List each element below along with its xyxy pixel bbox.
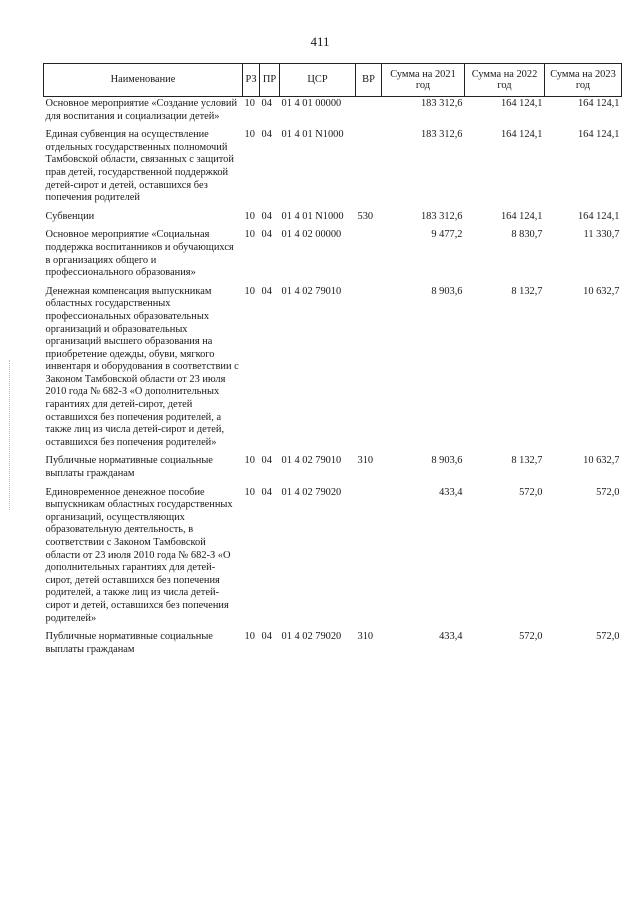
row-vr	[356, 285, 382, 455]
row-csr: 01 4 02 79020	[281, 631, 342, 643]
row-csr: 01 4 01 00000	[281, 98, 342, 109]
row-sum-2023: 164 124,1	[577, 129, 620, 141]
row-vr	[356, 128, 382, 210]
row-sum-2021: 9 477,2	[431, 229, 463, 241]
header-name: Наименование	[44, 64, 243, 97]
row-sum-2022: 8 132,7	[511, 455, 543, 467]
row-sum-2021: 433,4	[439, 486, 463, 498]
table-row	[44, 128, 622, 210]
row-pr: 04	[261, 229, 272, 241]
row-name: Единовременное денежное пособие выпускникам областных государственных организаций, осуществляющих образовательную деятельность, в соответствии с Законом Тамбовской области от 23 июля 2010 года № 682-З «О дополнительных гарантиях для детей-сирот, детей оставшихся без попечения родителей, а также лиц из числа детей-сирот и детей, оставшихся без попечения родителей»	[45, 486, 233, 624]
row-name: Денежная компенсация выпускникам областных государственных профессиональных образовательных организаций и образовательных организаций высшего образования на приобретение одежды, обуви, мягкого инвентаря и оборудования в соответствии с Законом Тамбовской области от 23 июля 2010 года № 682-З «О дополнительных гарантиях для детей-сирот, детей оставшихся без попечения родителей, а также лиц из числа детей-сирот и детей, оставшихся без попечения родителей»	[45, 285, 239, 448]
row-vr: 310	[357, 455, 374, 467]
table-row	[44, 210, 622, 229]
row-sum-2021: 183 312,6	[420, 129, 463, 141]
row-rz: 10	[244, 455, 255, 467]
header-pr: ПР	[260, 64, 280, 97]
table-row	[44, 454, 622, 485]
row-sum-2022: 572,0	[519, 631, 543, 643]
row-name: Публичные нормативные социальные выплаты гражданам	[45, 455, 213, 480]
row-name: Основное мероприятие «Создание условий для воспитания и социализации детей»	[45, 98, 238, 122]
row-name: Субвенции	[45, 210, 95, 222]
row-pr: 04	[261, 486, 272, 498]
row-rz: 10	[244, 631, 255, 643]
header-vr: ВР	[356, 64, 382, 97]
row-sum-2023: 572,0	[596, 486, 620, 498]
row-csr: 01 4 01 N1000	[281, 129, 344, 141]
row-pr: 04	[261, 631, 272, 643]
row-name: Публичные нормативные социальные выплаты гражданам	[45, 631, 213, 655]
row-sum-2023: 10 632,7	[583, 455, 620, 467]
budget-table	[43, 63, 622, 661]
header-csr: ЦСР	[280, 64, 356, 97]
row-vr	[356, 97, 382, 129]
row-sum-2023: 572,0	[596, 631, 620, 643]
page-number: 411	[310, 34, 330, 49]
row-pr: 04	[261, 129, 272, 141]
row-rz: 10	[244, 129, 255, 141]
binding-margin-mark	[9, 360, 12, 510]
table-row	[44, 285, 622, 455]
row-rz: 10	[244, 285, 255, 297]
row-pr: 04	[261, 455, 272, 467]
row-sum-2021: 8 903,6	[431, 455, 463, 467]
row-csr: 01 4 02 79010	[281, 455, 342, 467]
row-sum-2022: 164 124,1	[500, 98, 543, 109]
row-sum-2023: 10 632,7	[583, 285, 620, 297]
row-vr: 530	[357, 210, 374, 222]
table-row	[44, 228, 622, 284]
header-sum-2022: Сумма на 2022 год	[465, 64, 545, 97]
row-sum-2023: 164 124,1	[577, 210, 620, 222]
row-rz: 10	[244, 98, 255, 109]
header-sum-2021: Сумма на 2021 год	[382, 64, 465, 97]
row-csr: 01 4 02 79020	[281, 486, 342, 498]
row-vr	[356, 228, 382, 284]
row-sum-2022: 572,0	[519, 486, 543, 498]
row-sum-2021: 433,4	[439, 631, 463, 643]
row-csr: 01 4 02 00000	[281, 229, 342, 241]
row-rz: 10	[244, 486, 255, 498]
row-sum-2022: 164 124,1	[500, 210, 543, 222]
row-sum-2021: 8 903,6	[431, 285, 463, 297]
table-row	[44, 486, 622, 631]
row-vr	[356, 486, 382, 631]
row-sum-2021: 183 312,6	[420, 98, 463, 109]
row-sum-2022: 164 124,1	[500, 129, 543, 141]
row-name: Основное мероприятие «Социальная поддержка воспитанников и обучающихся в организациях общего и профессионального образования»	[45, 229, 234, 279]
row-sum-2021: 183 312,6	[420, 210, 463, 222]
row-sum-2022: 8 830,7	[511, 229, 543, 241]
row-pr: 04	[261, 98, 272, 109]
row-csr: 01 4 02 79010	[281, 285, 342, 297]
row-pr: 04	[261, 210, 272, 222]
table-row	[44, 97, 622, 129]
row-sum-2022: 8 132,7	[511, 285, 543, 297]
row-pr: 04	[261, 285, 272, 297]
table-header-row	[44, 64, 622, 97]
table-row	[44, 630, 622, 661]
header-sum-2023: Сумма на 2023 год	[545, 64, 622, 97]
row-sum-2023: 11 330,7	[583, 229, 620, 241]
row-csr: 01 4 01 N1000	[281, 210, 344, 222]
row-vr: 310	[357, 631, 374, 643]
header-rz: РЗ	[243, 64, 260, 97]
row-rz: 10	[244, 210, 255, 222]
row-name: Единая субвенция на осуществление отдельных государственных полномочий Тамбовской области, связанных с защитой прав детей, государственной поддержкой детей-сирот и детей, оставшихся без попечения родителей	[45, 129, 234, 204]
row-sum-2023: 164 124,1	[577, 98, 620, 109]
row-rz: 10	[244, 229, 255, 241]
